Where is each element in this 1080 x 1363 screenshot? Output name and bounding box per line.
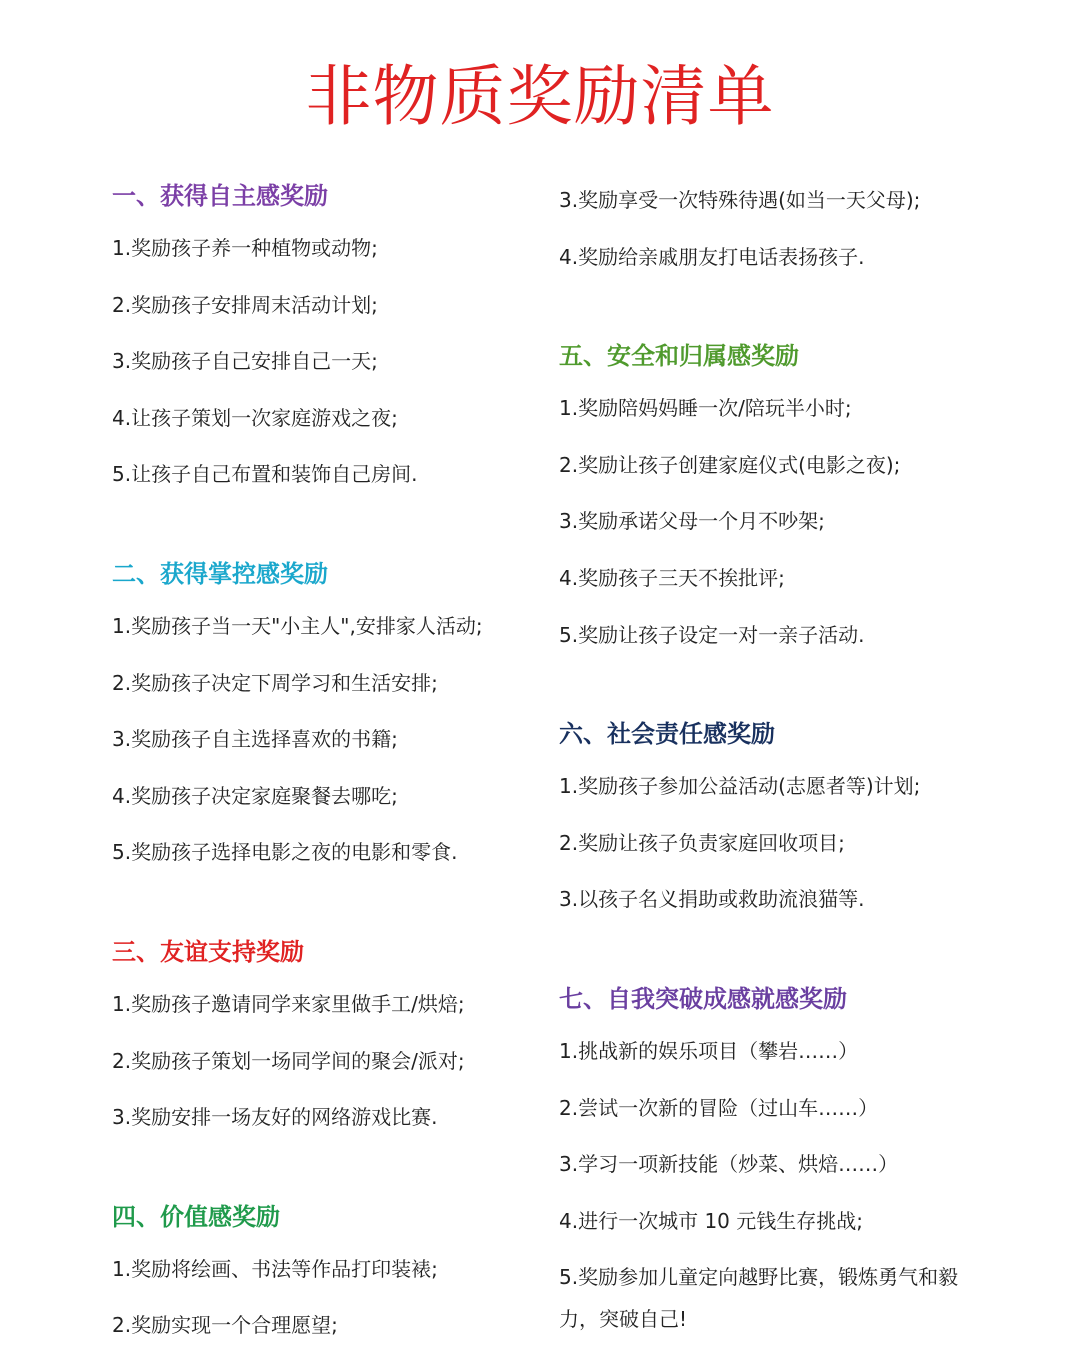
list-item: 1.奖励孩子当一天"小主人",安排家人活动; xyxy=(112,613,483,638)
list-item: 3.学习一项新技能（炒菜、烘焙……） xyxy=(559,1152,899,1177)
section-social-responsibility xyxy=(559,710,979,928)
list-item: 5.奖励让孩子设定一对一亲子活动. xyxy=(559,622,865,647)
list-item: 3.以孩子名义捐助或救助流浪猫等. xyxy=(559,887,865,912)
list-item: 4.让孩子策划一次家庭游戏之夜; xyxy=(112,405,398,430)
list-item: 1.奖励孩子养一种植物或动物; xyxy=(112,236,378,260)
list-item: 4.进行一次城市 10 元钱生存挑战; xyxy=(559,1208,863,1233)
list-item: 2.奖励孩子安排周末活动计划; xyxy=(112,292,378,317)
list-item: 3.奖励安排一场友好的网络游戏比赛. xyxy=(112,1105,438,1130)
section-heading: 四、价值感奖励 xyxy=(112,1202,280,1231)
right-column xyxy=(559,172,979,1340)
list-item: 5.让孩子自己布置和装饰自己房间. xyxy=(112,462,418,487)
section-heading: 五、安全和归属感奖励 xyxy=(559,342,799,371)
list-item: 2.奖励让孩子负责家庭回收项目; xyxy=(559,830,845,855)
section-heading: 六、社会责任感奖励 xyxy=(559,720,775,749)
section-autonomy xyxy=(112,172,562,503)
list-item: 1.挑战新的娱乐项目（攀岩……） xyxy=(559,1038,859,1063)
list-item: 3.奖励孩子自己安排自己一天; xyxy=(112,349,378,374)
list-item: 1.奖励将绘画、书法等作品打印装裱; xyxy=(112,1256,438,1281)
section-security xyxy=(559,332,979,663)
list-item: 5.奖励孩子选择电影之夜的电影和零食. xyxy=(112,840,458,865)
section-heading: 七、自我突破成感就感奖励 xyxy=(559,984,847,1013)
list-item: 3.奖励承诺父母一个月不吵架; xyxy=(559,509,825,534)
list-item: 2.奖励让孩子创建家庭仪式(电影之夜); xyxy=(559,452,901,477)
list-item: 3.奖励享受一次特殊待遇(如当一天父母); xyxy=(559,188,921,212)
section-heading: 一、获得自主感奖励 xyxy=(112,182,328,210)
section-self-breakthrough xyxy=(559,975,979,1340)
list-item: 4.奖励孩子三天不挨批评; xyxy=(559,565,785,590)
list-item: 1.奖励孩子邀请同学来家里做手工/烘焙; xyxy=(112,991,465,1016)
section-friendship xyxy=(112,928,562,1146)
list-item: 5.奖励参加儿童定向越野比赛，锻炼勇气和毅力，突破自己! xyxy=(559,1265,959,1332)
list-item: 1.奖励孩子参加公益活动(志愿者等)计划; xyxy=(559,774,921,799)
page-title: 非物质奖励清单 xyxy=(305,58,775,135)
list-item: 2.奖励实现一个合理愿望; xyxy=(112,1313,338,1338)
list-item: 4.奖励给亲戚朋友打电话表扬孩子. xyxy=(559,244,865,269)
section-heading: 三、友谊支持奖励 xyxy=(112,937,304,966)
list-item: 1.奖励陪妈妈睡一次/陪玩半小时; xyxy=(559,396,852,421)
section-control xyxy=(112,550,562,881)
list-item: 2.尝试一次新的冒险（过山车……） xyxy=(559,1095,879,1120)
left-column xyxy=(112,172,562,1354)
section-heading: 二、获得掌控感奖励 xyxy=(112,559,328,588)
list-item: 2.奖励孩子策划一场同学间的聚会/派对; xyxy=(112,1048,465,1073)
list-item: 4.奖励孩子决定家庭聚餐去哪吃; xyxy=(112,783,398,808)
section-value xyxy=(112,1193,562,1354)
list-item: 2.奖励孩子决定下周学习和生活安排; xyxy=(112,670,438,695)
list-item: 3.奖励孩子自主选择喜欢的书籍; xyxy=(112,727,398,752)
